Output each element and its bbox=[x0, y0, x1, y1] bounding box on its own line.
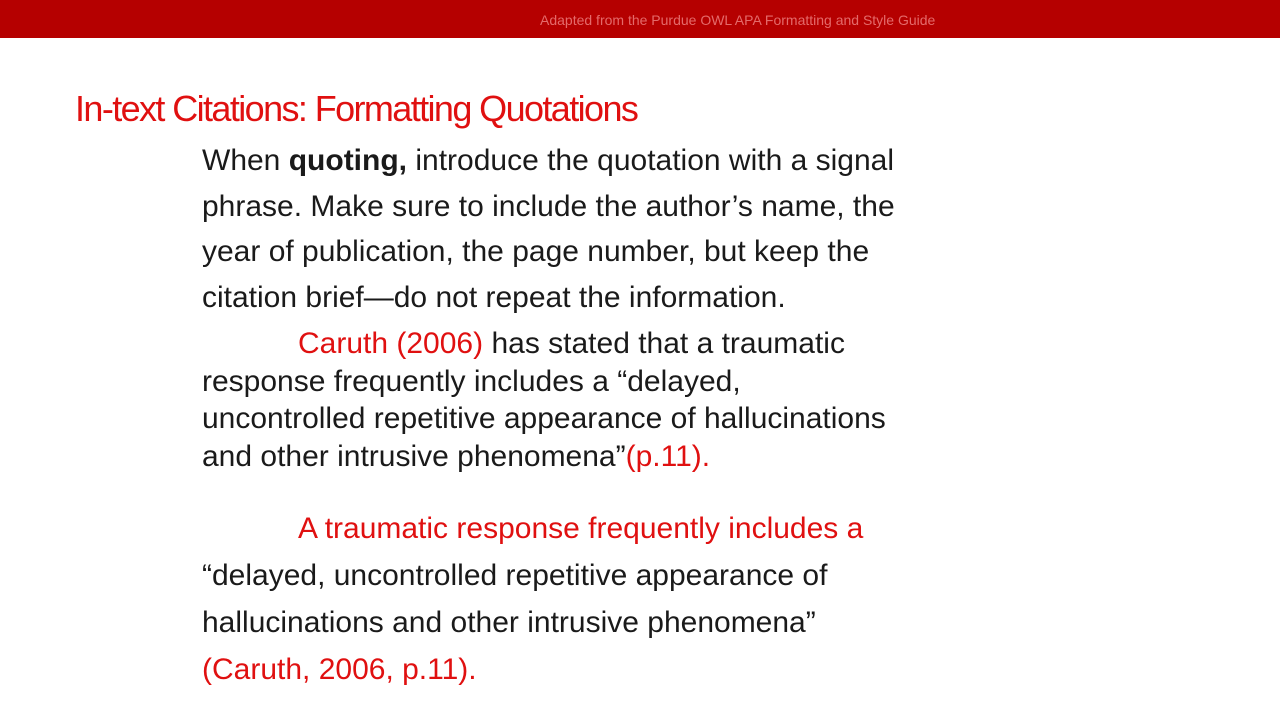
intro-line-1 bbox=[202, 138, 895, 184]
intro-line-2: phrase. Make sure to include the author’s name, the bbox=[202, 189, 895, 223]
example-1-line-1-rest: has stated that a traumatic bbox=[483, 327, 845, 360]
source-note: Adapted from the Purdue OWL APA Formatting and Style Guide bbox=[540, 12, 936, 28]
parenthetical-example bbox=[202, 505, 863, 693]
parenthetical-citation: (Caruth, 2006, p.11). bbox=[202, 653, 477, 686]
example-1-line-2: response frequently includes a “delayed, bbox=[202, 364, 741, 398]
example-2-line-1 bbox=[202, 505, 863, 552]
example-1-line-1 bbox=[202, 325, 886, 363]
intro-line-4: citation brief—do not repeat the information. bbox=[202, 280, 786, 314]
signal-phrase-example bbox=[202, 325, 886, 475]
intro-paragraph bbox=[202, 138, 895, 320]
intro-line-3: year of publication, the page number, but keep the bbox=[202, 235, 870, 268]
page-citation: (p.11). bbox=[625, 439, 711, 473]
example-2-line-1-text: A traumatic response frequently includes a bbox=[298, 512, 864, 545]
example-2-line-3: hallucinations and other intrusive phenomena” bbox=[202, 606, 816, 639]
example-1-line-3: uncontrolled repetitive appearance of hallucinations bbox=[202, 402, 886, 435]
intro-line-1-start: When bbox=[202, 144, 289, 177]
slide-title: In-text Citations: Formatting Quotations bbox=[75, 88, 638, 129]
example-2-line-2: “delayed, uncontrolled repetitive appearance of bbox=[202, 559, 828, 592]
signal-phrase-citation: Caruth (2006) bbox=[298, 327, 484, 360]
example-1-quote-end: and other intrusive phenomena” bbox=[202, 439, 626, 473]
quoting-emphasis: quoting, bbox=[288, 144, 408, 177]
intro-line-1-end: introduce the quotation with a signal bbox=[407, 144, 895, 177]
example-1-line-4 bbox=[202, 438, 886, 476]
header-bar bbox=[0, 0, 1280, 38]
